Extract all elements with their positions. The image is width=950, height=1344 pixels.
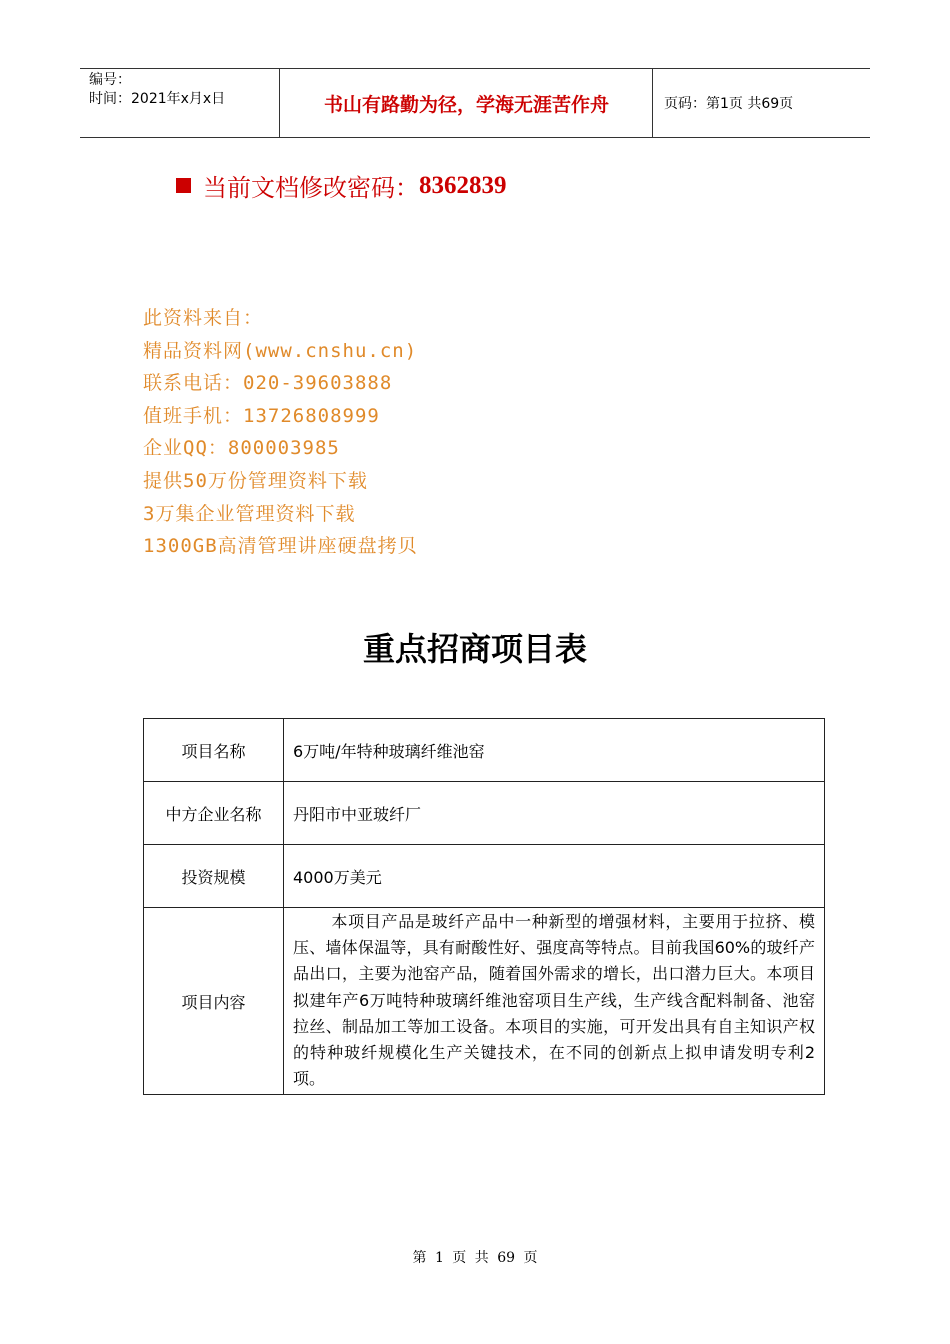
project-table (143, 718, 825, 1095)
row-key: 项目内容 (144, 908, 284, 1095)
table-row (144, 719, 825, 782)
table-row (144, 908, 825, 1095)
table-row (144, 782, 825, 845)
row-key: 项目名称 (144, 719, 284, 782)
row-value: 6万吨/年特种玻璃纤维池窑 (284, 719, 825, 782)
password-label: 当前文档修改密码： (203, 174, 419, 202)
source-info-line: 联系电话：020-39603888 (143, 372, 393, 395)
row-key: 中方企业名称 (144, 782, 284, 845)
source-info-line: 3万集企业管理资料下载 (143, 502, 356, 525)
header-page-info: 页码：第1页 共69页 (664, 96, 794, 112)
row-value: 本项目产品是玻纤产品中一种新型的增强材料，主要用于拉挤、模压、墙体保温等，具有耐酸性好、强度高等特点。目前我国60%的玻纤产品出口，主要为池窑产品，随着国外需求的增长，出口潜力巨大。本项目拟建年产6万吨特种玻璃纤维池窑项目生产线，生产线含配料制备、池窑拉丝、制品加工等加工设备。本项目的实施，可开发出具有自主知识产权的特种玻纤规模化生产关键技术，在不同的创新点上拟申请发明专利2项。 (284, 908, 825, 1095)
page-footer: 第 1 页 共 69 页 (412, 1250, 538, 1266)
row-value: 丹阳市中亚玻纤厂 (284, 782, 825, 845)
source-info-line: 值班手机：13726808999 (143, 404, 380, 427)
source-info-line: 企业QQ：800003985 (143, 437, 340, 460)
source-info (143, 302, 418, 563)
row-value: 4000万美元 (284, 845, 825, 908)
password-code: 8362839 (419, 171, 507, 199)
date-line: 时间：2021年x月x日 (89, 91, 226, 107)
table-row (144, 845, 825, 908)
source-info-line: 精品资料网(www.cnshu.cn) (143, 339, 418, 362)
password-notice (176, 168, 507, 203)
source-info-line: 提供50万份管理资料下载 (143, 469, 368, 492)
page-header (80, 68, 870, 138)
square-bullet-icon (176, 178, 191, 193)
source-info-line: 1300GB高清管理讲座硬盘拷贝 (143, 535, 418, 558)
serial-label: 编号： (89, 72, 131, 88)
header-meta (80, 69, 280, 137)
document-title: 重点招商项目表 (362, 630, 587, 668)
header-motto: 书山有路勤为径，学海无涯苦作舟 (281, 69, 653, 137)
source-info-line: 此资料来自： (143, 307, 264, 329)
row-key: 投资规模 (144, 845, 284, 908)
